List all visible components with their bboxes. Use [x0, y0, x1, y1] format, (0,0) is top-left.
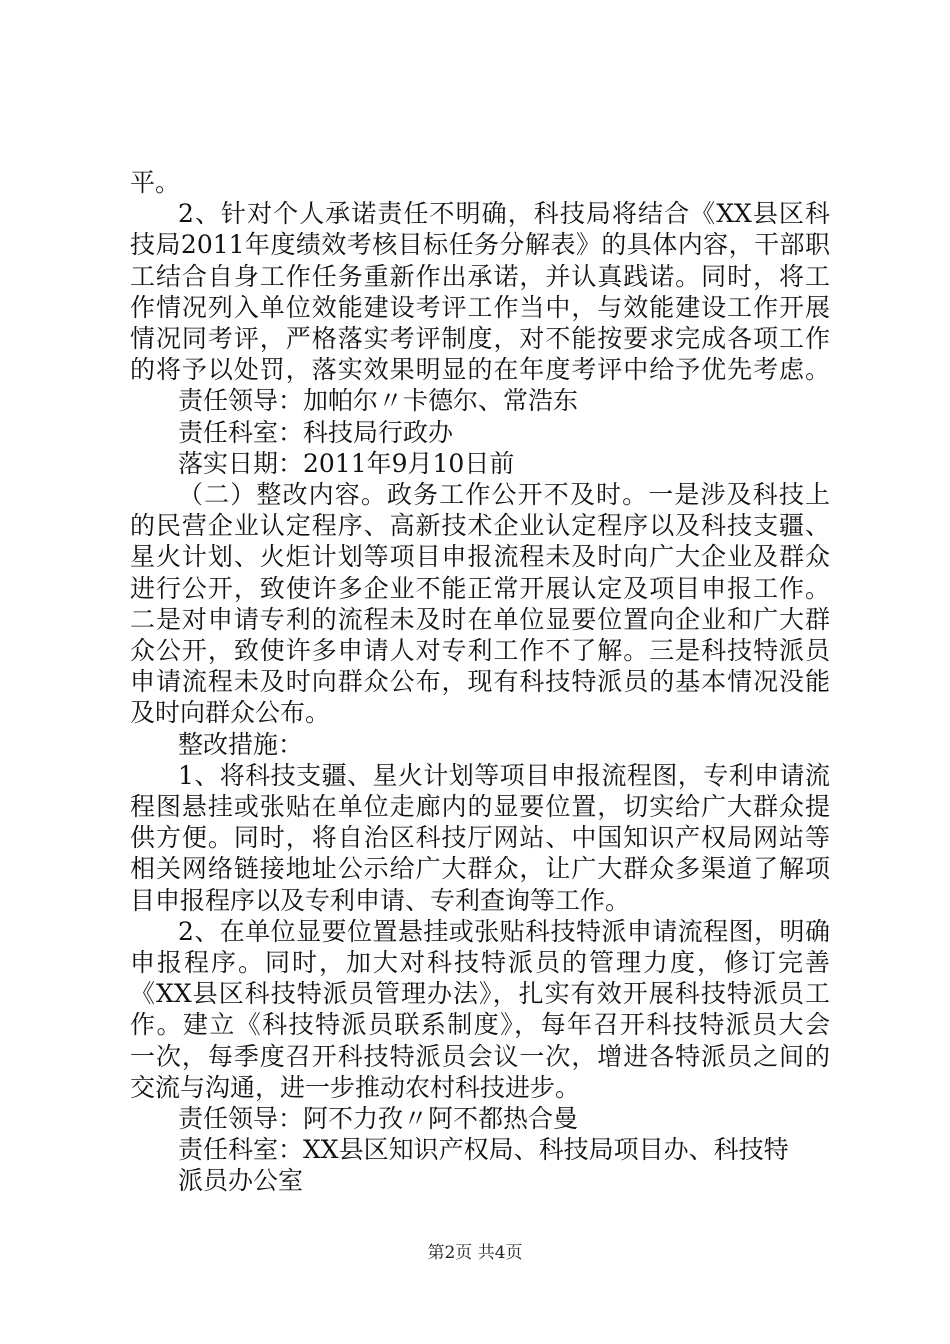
text-line: 2、在单位显要位置悬挂或张贴科技特派申请流程图，明确	[178, 916, 830, 946]
text-line: 派员办公室	[178, 1166, 304, 1196]
text-line: 程图悬挂或张贴在单位走廊内的显要位置，切实给广大群众提	[130, 792, 830, 821]
text-line: 众公开，致使许多申请人对专利工作不了解。三是科技特派员	[130, 636, 830, 665]
text-line: 供方便。同时，将自治区科技厅网站、中国知识产权局网站等	[130, 823, 830, 853]
text-line: 及时向群众公布。	[130, 698, 331, 728]
text-line: 技局2011年度绩效考核目标任务分解表》的具体内容，干部职	[130, 230, 830, 260]
text-line: 责任领导：阿不力孜〃阿不都热合曼	[178, 1104, 579, 1133]
text-line: 1、将科技支疆、星火计划等项目申报流程图，专利申请流	[178, 760, 830, 790]
text-line: 责任领导：加帕尔〃卡德尔、常浩东	[178, 386, 579, 416]
page-footer: 第2页 共4页	[427, 1243, 523, 1263]
text-line: 申请流程未及时向群众公布，现有科技特派员的基本情况没能	[130, 667, 830, 697]
text-line: 情况同考评，严格落实考评制度，对不能按要求完成各项工作	[130, 324, 830, 353]
text-line: 平。	[130, 168, 181, 197]
text-line: 二是对申请专利的流程未及时在单位显要位置向企业和广大群	[130, 604, 830, 634]
text-line: 的民营企业认定程序、高新技术企业认定程序以及科技支疆、	[130, 511, 830, 541]
text-line: 责任科室：XX县区知识产权局、科技局项目办、科技特	[178, 1135, 789, 1165]
text-line: 相关网络链接地址公示给广大群众，让广大群众多渠道了解项	[130, 854, 830, 884]
text-line: 工结合自身工作任务重新作出承诺，并认真践诺。同时，将工	[130, 261, 830, 291]
text-line: 作情况列入单位效能建设考评工作当中，与效能建设工作开展	[130, 292, 830, 322]
text-line: 的将予以处罚，落实效果明显的在年度考评中给予优先考虑。	[130, 355, 830, 385]
text-line: 申报程序。同时，加大对科技特派员的管理力度，修订完善	[130, 948, 830, 977]
text-line: 责任科室：科技局行政办	[178, 417, 454, 447]
text-line: 目申报程序以及专利申请、专利查询等工作。	[130, 885, 631, 915]
text-line: 2、针对个人承诺责任不明确，科技局将结合《XX县区科	[178, 199, 830, 229]
text-line: 一次，每季度召开科技特派员会议一次，增进各特派员之间的	[130, 1041, 830, 1071]
text-line: 进行公开，致使许多企业不能正常开展认定及项目申报工作。	[130, 573, 830, 603]
text-line: 星火计划、火炬计划等项目申报流程未及时向广大企业及群众	[130, 542, 830, 572]
text-line: 整改措施：	[178, 729, 304, 759]
text-line: 交流与沟通，进一步推动农村科技进步。	[130, 1072, 581, 1102]
text-line: 落实日期：2011年9月10日前	[178, 448, 515, 478]
text-line: 作。建立《科技特派员联系制度》，每年召开科技特派员大会	[130, 1010, 830, 1040]
text-line: 《XX县区科技特派员管理办法》，扎实有效开展科技特派员工	[130, 979, 830, 1009]
text-line: （二）整改内容。政务工作公开不及时。一是涉及科技上	[178, 480, 830, 509]
